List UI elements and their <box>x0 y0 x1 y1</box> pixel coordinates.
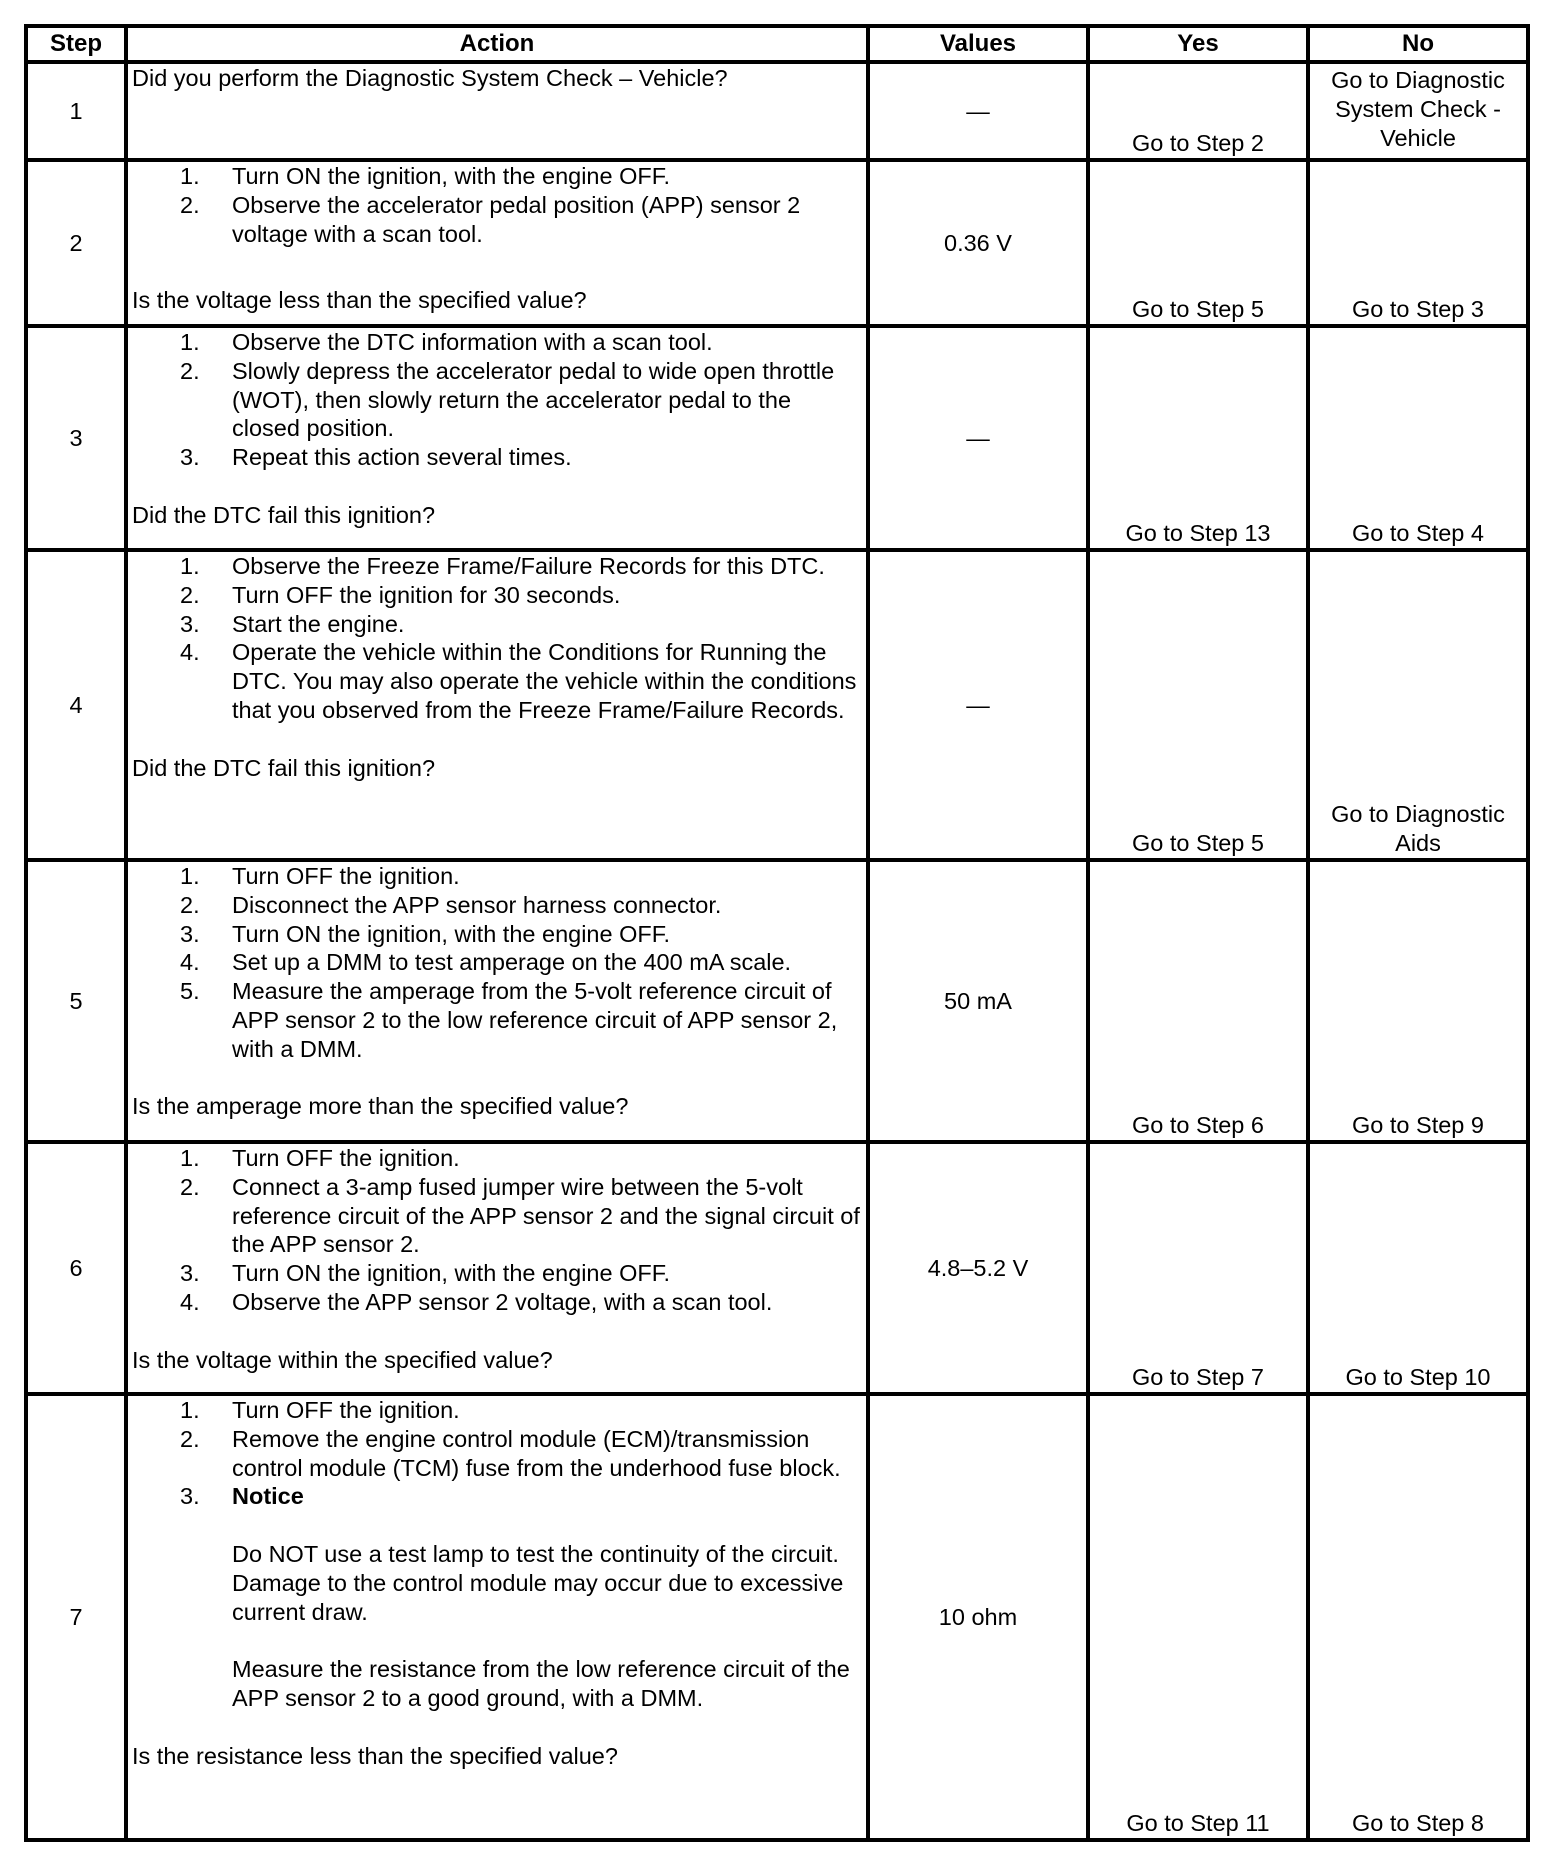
item-number: 1. <box>180 863 200 889</box>
item-text: Observe the DTC information with a scan tool. <box>232 329 713 355</box>
item-text: Turn ON the ignition, with the engine OFF. <box>232 920 671 947</box>
item-text: Connect a 3-amp fused jumper wire between the 5-volt reference circuit of the APP sensor 2 and the signal circuit of the APP sensor 2. <box>232 1173 860 1258</box>
item-text: Turn OFF the ignition. <box>232 863 460 889</box>
item-text: Turn OFF the ignition. <box>232 1397 460 1423</box>
list-item <box>132 891 862 920</box>
value-cell: — <box>868 62 1088 160</box>
step-number: 2 <box>26 160 126 326</box>
item-number: 1. <box>180 1145 200 1171</box>
item-number: 3. <box>180 610 200 637</box>
item-text: Turn OFF the ignition for 30 seconds. <box>232 581 621 608</box>
item-number: 2. <box>180 1425 200 1452</box>
item-number: 5. <box>180 978 200 1005</box>
item-text: Slowly depress the accelerator pedal to wide open throttle (WOT), then slowly return the accelerator pedal to the closed position. <box>232 357 835 442</box>
no-cell: Go to Diagnostic Aids <box>1308 550 1528 860</box>
action-cell <box>126 62 868 160</box>
step-number: 3 <box>26 326 126 550</box>
step-number: 1 <box>26 62 126 160</box>
table-row <box>26 860 1528 1142</box>
action-steps <box>132 862 862 1064</box>
header-no: No <box>1308 26 1528 62</box>
item-number: 3. <box>180 444 200 471</box>
item-number: 4. <box>180 949 200 976</box>
action-question: Is the resistance less than the specified value? <box>132 1742 618 1769</box>
no-cell: Go to Step 3 <box>1308 160 1528 326</box>
yes-cell: Go to Step 2 <box>1088 62 1308 160</box>
action-cell <box>126 160 868 326</box>
no-cell: Go to Diagnostic System Check - Vehicle <box>1308 62 1528 160</box>
list-item <box>132 977 862 1063</box>
list-item <box>132 948 862 977</box>
step-number: 6 <box>26 1142 126 1394</box>
no-cell: Go to Step 4 <box>1308 326 1528 550</box>
table-row <box>26 1394 1528 1840</box>
item-text: Start the engine. <box>232 610 405 637</box>
list-item <box>132 862 862 891</box>
list-item <box>132 162 862 191</box>
item-text: Observe the accelerator pedal position (APP) sensor 2 voltage with a scan tool. <box>232 191 801 247</box>
action-cell <box>126 550 868 860</box>
no-cell: Go to Step 10 <box>1308 1142 1528 1394</box>
header-values: Values <box>868 26 1088 62</box>
list-item <box>132 610 862 639</box>
list-item <box>132 1288 862 1317</box>
yes-cell: Go to Step 6 <box>1088 860 1308 1142</box>
list-item <box>132 443 862 472</box>
list-item <box>132 1425 862 1483</box>
step-number: 4 <box>26 550 126 860</box>
value-cell: — <box>868 326 1088 550</box>
action-cell <box>126 1394 868 1840</box>
yes-cell: Go to Step 5 <box>1088 550 1308 860</box>
table-row <box>26 326 1528 550</box>
item-number: 3. <box>180 920 200 947</box>
action-question: Is the voltage within the specified value? <box>132 1346 553 1373</box>
list-item <box>132 357 862 443</box>
item-number: 3. <box>180 1483 200 1510</box>
header-step: Step <box>26 26 126 62</box>
list-item <box>132 1396 862 1425</box>
item-text: Remove the engine control module (ECM)/transmission control module (TCM) fuse from the underhood fuse block. <box>232 1425 841 1481</box>
list-item <box>132 1144 862 1173</box>
yes-cell: Go to Step 11 <box>1088 1394 1308 1840</box>
item-number: 2. <box>180 357 200 384</box>
action-cell <box>126 1142 868 1394</box>
item-number: 1. <box>180 329 200 355</box>
action-steps <box>132 1144 862 1317</box>
item-number: 2. <box>180 1173 200 1200</box>
action-cell <box>126 860 868 1142</box>
value-cell: 0.36 V <box>868 160 1088 326</box>
action-question: Is the voltage less than the specified value? <box>132 287 587 314</box>
table-row <box>26 550 1528 860</box>
action-steps <box>132 162 862 248</box>
step-number: 5 <box>26 860 126 1142</box>
item-number: 3. <box>180 1260 200 1287</box>
item-text: Repeat this action several times. <box>232 444 572 471</box>
step-number: 7 <box>26 1394 126 1840</box>
action-steps <box>132 328 862 472</box>
list-item <box>132 1259 862 1288</box>
table-row <box>26 160 1528 326</box>
item-text: Set up a DMM to test amperage on the 400 mA scale. <box>232 949 792 976</box>
action-steps <box>132 552 862 725</box>
item-number: 4. <box>180 639 200 666</box>
yes-cell: Go to Step 7 <box>1088 1142 1308 1394</box>
item-text: Observe the Freeze Frame/Failure Records for this DTC. <box>232 553 825 579</box>
list-item <box>132 1173 862 1259</box>
list-item <box>132 920 862 949</box>
item-number: 4. <box>180 1288 200 1315</box>
item-text: Turn ON the ignition, with the engine OFF. <box>232 163 671 189</box>
diagnostic-table <box>24 24 1530 1842</box>
yes-cell: Go to Step 5 <box>1088 160 1308 326</box>
item-text: Turn OFF the ignition. <box>232 1145 460 1171</box>
no-cell: Go to Step 9 <box>1308 860 1528 1142</box>
list-item <box>132 638 862 724</box>
list-item <box>132 552 862 581</box>
action-cell <box>126 326 868 550</box>
item-text: Operate the vehicle within the Conditions for Running the DTC. You may also operate the vehicle within the conditions that you observed from the Freeze Frame/Failure Records. <box>232 639 857 723</box>
header-action: Action <box>126 26 868 62</box>
item-number: 2. <box>180 191 200 218</box>
action-question: Did the DTC fail this ignition? <box>132 754 436 781</box>
item-text: Measure the amperage from the 5-volt reference circuit of APP sensor 2 to the low reference circuit of APP sensor 2, with a DMM. <box>232 978 838 1062</box>
item-text: Disconnect the APP sensor harness connector. <box>232 891 722 918</box>
item-text: Observe the APP sensor 2 voltage, with a scan tool. <box>232 1288 773 1315</box>
no-cell: Go to Step 8 <box>1308 1394 1528 1840</box>
value-cell: 4.8–5.2 V <box>868 1142 1088 1394</box>
list-item <box>132 581 862 610</box>
notice-text: Do NOT use a test lamp to test the continuity of the circuit. Damage to the control module may occur due to excessive current draw. <box>232 1540 844 1625</box>
item-number: 2. <box>180 891 200 918</box>
header-yes: Yes <box>1088 26 1308 62</box>
action-question: Did the DTC fail this ignition? <box>132 501 436 528</box>
item-text: Turn ON the ignition, with the engine OFF. <box>232 1260 671 1287</box>
value-cell: — <box>868 550 1088 860</box>
action-question: Is the amperage more than the specified value? <box>132 1093 629 1120</box>
action-question: Did you perform the Diagnostic System Check – Vehicle? <box>132 65 728 91</box>
item-number: 2. <box>180 581 200 608</box>
item-number: 1. <box>180 553 200 579</box>
item-number: 1. <box>180 1397 200 1423</box>
list-item <box>132 328 862 357</box>
header-row <box>26 26 1528 62</box>
table-row <box>26 1142 1528 1394</box>
value-cell: 50 mA <box>868 860 1088 1142</box>
list-item <box>132 1482 862 1511</box>
value-cell: 10 ohm <box>868 1394 1088 1840</box>
action-steps <box>132 1396 862 1511</box>
table-row <box>26 62 1528 160</box>
measure-instruction: Measure the resistance from the low reference circuit of the APP sensor 2 to a good ground, with a DMM. <box>232 1656 850 1711</box>
notice-heading: Notice <box>232 1483 304 1510</box>
yes-cell: Go to Step 13 <box>1088 326 1308 550</box>
list-item <box>132 191 862 249</box>
item-number: 1. <box>180 163 200 189</box>
